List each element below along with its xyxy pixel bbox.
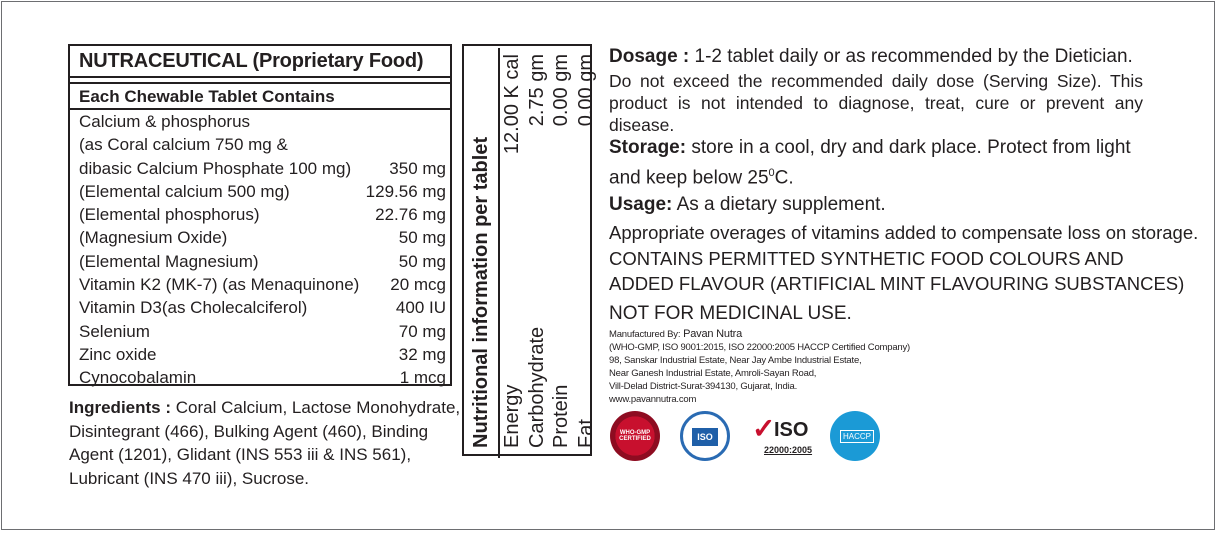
nutrient-amount: 129.56 mg: [365, 181, 446, 201]
address-line: www.pavannutra.com: [609, 394, 697, 405]
ingredients: [69, 396, 469, 490]
manufacturer-label: Manufactured By:: [609, 329, 681, 340]
usage-label: Usage:: [609, 194, 673, 216]
iso-22000-logo-icon: ✓ ISO 22000:2005: [752, 413, 813, 455]
composition-subtitle: Each Chewable Tablet Contains: [70, 82, 450, 110]
nutrient-name: Zinc oxide: [79, 344, 157, 364]
composition-row: [79, 366, 446, 389]
notices: [609, 220, 1199, 326]
usage-text: As a dietary supplement.: [672, 194, 886, 216]
address-line: Vill-Delad District-Surat-394130, Gujarat, India.: [609, 381, 798, 392]
nutrition-row: [500, 48, 525, 458]
nutrition-panel: [462, 44, 597, 456]
dosage-text: 1-2 tablet daily or as recommended by the Dietician.: [689, 46, 1133, 67]
nutrition-value: 0.00 gm: [574, 54, 597, 127]
nutrient-name: Vitamin D3(as Cholecalciferol): [79, 298, 308, 318]
composition-row: [79, 250, 446, 273]
dosage: [609, 44, 1169, 70]
nutrient-name: (Elemental phosphorus): [79, 205, 260, 225]
nutrition-title: Nutritional information per tablet: [464, 48, 500, 458]
composition-row: [79, 157, 446, 180]
nutrition-name: Carbohydrate: [525, 326, 548, 448]
nutrient-amount: 50 mg: [398, 228, 446, 248]
manufacturer-block: [609, 328, 910, 406]
composition-rows: [70, 110, 450, 390]
storage-degree: 0: [768, 166, 775, 179]
nutrient-name: Cynocobalamin: [79, 368, 197, 388]
nutrient-amount: 32 mg: [398, 344, 446, 364]
colours-note-2: ADDED FLAVOUR (ARTIFICIAL MINT FLAVOURING SUBSTANCES): [609, 273, 1185, 295]
usage: [609, 192, 1169, 218]
nutrient-name: dibasic Calcium Phosphate 100 mg): [79, 158, 352, 178]
dosage-label: Dosage :: [609, 46, 690, 67]
nutrition-name: Protein: [550, 384, 572, 448]
address-line: Near Ganesh Industrial Estate, Amroli-Sayan Road,: [609, 368, 817, 379]
nutrient-name: Selenium: [79, 321, 150, 341]
nutrient-amount: 50 mg: [398, 251, 446, 271]
nutrient-amount: 350 mg: [389, 158, 446, 178]
iso-certified-seal-icon: ISO: [680, 411, 730, 461]
not-medicinal-note: NOT FOR MEDICINAL USE.: [609, 302, 852, 324]
composition-title: NUTRACEUTICAL (Proprietary Food): [70, 46, 450, 78]
certification-logos: [610, 411, 880, 461]
nutrient-name: (Magnesium Oxide): [79, 228, 228, 248]
nutrient-name: (Elemental calcium 500 mg): [79, 181, 290, 201]
manufacturer-address: [609, 341, 910, 406]
nutrition-value: 0.00 gm: [550, 54, 572, 127]
nutrient-name: (as Coral calcium 750 mg &: [79, 135, 288, 155]
dose-warning: Do not exceed the recommended daily dose (Serving Size). This product is not intended to diagnose, treat, cure or prevent any disease.: [609, 71, 1143, 135]
nutrient-amount: 20 mcg: [390, 275, 446, 295]
who-gmp-seal-icon: WHO-GMP CERTIFIED: [610, 411, 660, 461]
composition-row: [79, 343, 446, 366]
nutrient-amount: 70 mg: [398, 321, 446, 341]
nutrient-name: (Elemental Magnesium): [79, 251, 259, 271]
usage-info: [609, 44, 1199, 326]
storage-unit: C.: [774, 166, 794, 188]
address-line: (WHO-GMP, ISO 9001:2015, ISO 22000:2005 HACCP Certified Company): [609, 342, 911, 353]
nutrition-value: 2.75 gm: [525, 54, 548, 127]
nutrition-rows: [500, 48, 598, 458]
composition-table: [68, 44, 452, 386]
nutrient-name: Vitamin K2 (MK-7) (as Menaquinone): [79, 275, 360, 295]
storage-text: store in a cool, dry and dark place. Protect from light and keep below 25: [609, 137, 1131, 188]
manufacturer-name: Pavan Nutra: [680, 328, 743, 340]
composition-row: [79, 203, 446, 226]
nutrient-amount: 400 IU: [395, 298, 446, 318]
composition-row: [79, 110, 446, 133]
overages-note: Appropriate overages of vitamins added to compensate loss on storage.: [609, 222, 1199, 244]
composition-row: [79, 296, 446, 319]
nutrition-row: [549, 48, 574, 458]
colours-note-1: CONTAINS PERMITTED SYNTHETIC FOOD COLOURS AND: [609, 247, 1124, 269]
ingredients-label: Ingredients :: [69, 398, 172, 417]
composition-row: [79, 320, 446, 343]
nutrition-value: 12.00 K cal: [501, 54, 523, 155]
composition-row: [79, 180, 446, 203]
nutrient-amount: 1 mcg: [399, 368, 446, 388]
haccp-seal-icon: HACCP: [830, 411, 880, 461]
composition-row: [79, 273, 446, 296]
address-line: 98, Sanskar Industrial Estate, Near Jay Ambe Industrial Estate,: [609, 355, 862, 366]
composition-row: [79, 133, 446, 156]
nutrition-name: Energy: [501, 384, 523, 448]
nutrition-row: [525, 48, 550, 458]
nutrient-name: Calcium & phosphorus: [79, 112, 251, 131]
nutrient-amount: 22.76 mg: [375, 205, 446, 225]
composition-row: [79, 226, 446, 249]
storage: [609, 136, 1149, 190]
ingredients-text: Coral Calcium, Lactose Monohydrate, Disintegrant (466), Bulking Agent (460), Binding Agent (1201), Glidant (INS 553 iii & INS 561), Lubricant (INS 470 iii), Sucrose.: [69, 398, 461, 488]
nutrition-name: Fat: [574, 419, 597, 448]
nutrition-row: [574, 48, 599, 458]
storage-label: Storage:: [609, 137, 687, 158]
